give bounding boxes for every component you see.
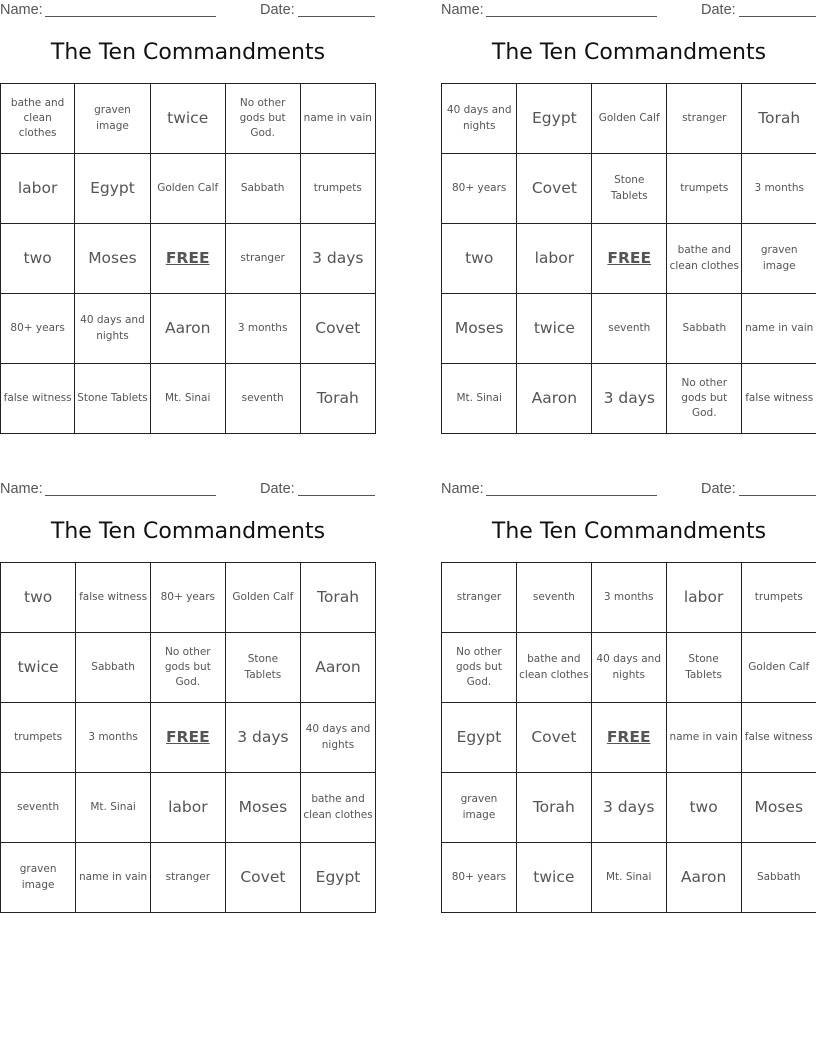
bingo-cell: Torah — [516, 773, 591, 843]
bingo-cell: Moses — [75, 224, 150, 294]
bingo-cell: labor — [666, 563, 741, 633]
date-line — [298, 495, 375, 496]
bingo-cell: Sabbath — [667, 294, 742, 364]
bingo-cell: No other gods but God. — [442, 633, 517, 703]
bingo-cell: false witness — [1, 364, 75, 434]
free-space: FREE — [591, 703, 666, 773]
bingo-cell: twice — [517, 294, 592, 364]
bingo-cell: bathe and clean clothes — [516, 633, 591, 703]
card-title: The Ten Commandments — [491, 519, 767, 544]
grid-row — [442, 294, 816, 364]
bingo-cell: seventh — [592, 294, 667, 364]
bingo-cell: trumpets — [667, 154, 742, 224]
bingo-cell: Stone Tablets — [75, 364, 150, 434]
bingo-cell: false witness — [76, 563, 151, 633]
name-line — [45, 495, 216, 496]
grid-row — [1, 633, 376, 703]
date-label: Date: — [260, 481, 295, 497]
bingo-cell: No other gods but God. — [225, 84, 300, 154]
bingo-cell: bathe and clean clothes — [301, 773, 376, 843]
bingo-cell: trumpets — [1, 703, 76, 773]
bingo-cell: Egypt — [301, 843, 376, 913]
date-label: Date: — [701, 2, 736, 18]
grid-row — [1, 154, 376, 224]
bingo-cell: labor — [517, 224, 592, 294]
bingo-cell: 3 months — [76, 703, 151, 773]
bingo-cell: two — [1, 224, 75, 294]
bingo-cell: trumpets — [300, 154, 375, 224]
bingo-cell: Aaron — [517, 364, 592, 434]
bingo-cell: Golden Calf — [592, 84, 667, 154]
name-label: Name: — [441, 2, 484, 18]
grid-row — [1, 364, 376, 434]
bingo-cell: 80+ years — [442, 843, 517, 913]
bingo-cell: Mt. Sinai — [76, 773, 151, 843]
grid-row — [1, 294, 376, 364]
grid-row — [442, 84, 816, 154]
grid-row — [442, 843, 816, 913]
bingo-cell: Aaron — [150, 294, 225, 364]
bingo-cell: No other gods but God. — [150, 633, 225, 703]
bingo-cell: Moses — [442, 294, 517, 364]
bingo-cell: trumpets — [741, 563, 816, 633]
bingo-cell: Mt. Sinai — [442, 364, 517, 434]
bingo-cell: 40 days and nights — [75, 294, 150, 364]
name-label: Name: — [0, 2, 43, 18]
bingo-cell: twice — [150, 84, 225, 154]
bingo-cell: 3 days — [300, 224, 375, 294]
date-line — [739, 495, 816, 496]
bingo-cell: labor — [1, 154, 75, 224]
bingo-cell: seventh — [1, 773, 76, 843]
date-line — [298, 16, 375, 17]
bingo-cell: seventh — [516, 563, 591, 633]
bingo-cell: Torah — [300, 364, 375, 434]
card-header — [441, 479, 816, 501]
bingo-cell: graven image — [742, 224, 816, 294]
bingo-cell: two — [442, 224, 517, 294]
bingo-cell: Sabbath — [225, 154, 300, 224]
bingo-cell: Stone Tablets — [666, 633, 741, 703]
bingo-cell: graven image — [75, 84, 150, 154]
bingo-cell: Aaron — [666, 843, 741, 913]
bingo-cell: 80+ years — [442, 154, 517, 224]
bingo-cell: Golden Calf — [150, 154, 225, 224]
bingo-cell: Golden Calf — [741, 633, 816, 703]
grid-row — [442, 773, 816, 843]
bingo-grid — [441, 83, 816, 434]
grid-row — [442, 154, 816, 224]
bingo-grid — [0, 83, 376, 434]
card-title: The Ten Commandments — [491, 40, 767, 65]
bingo-cell: stranger — [667, 84, 742, 154]
bingo-grid — [441, 562, 816, 913]
bingo-cell: Aaron — [301, 633, 376, 703]
card-title: The Ten Commandments — [50, 519, 326, 544]
bingo-cell: stranger — [442, 563, 517, 633]
bingo-cell: 3 days — [592, 364, 667, 434]
bingo-cell: Covet — [300, 294, 375, 364]
bingo-cell: Sabbath — [741, 843, 816, 913]
bingo-cell: seventh — [225, 364, 300, 434]
bingo-cell: Moses — [225, 773, 300, 843]
grid-row — [442, 633, 816, 703]
bingo-cell: 3 months — [742, 154, 816, 224]
bingo-cell: twice — [1, 633, 76, 703]
grid-row — [1, 563, 376, 633]
free-space: FREE — [150, 224, 225, 294]
bingo-cell: labor — [150, 773, 225, 843]
bingo-cell: graven image — [1, 843, 76, 913]
bingo-cell: bathe and clean clothes — [667, 224, 742, 294]
bingo-cell: name in vain — [666, 703, 741, 773]
card-header — [0, 0, 376, 22]
bingo-cell: Moses — [741, 773, 816, 843]
bingo-cell: two — [666, 773, 741, 843]
grid-row — [1, 84, 376, 154]
grid-row — [1, 703, 376, 773]
bingo-cell: Covet — [517, 154, 592, 224]
bingo-cell: Golden Calf — [225, 563, 300, 633]
grid-row — [442, 224, 816, 294]
card-header — [0, 479, 376, 501]
card-header — [441, 0, 816, 22]
bingo-cell: Egypt — [442, 703, 517, 773]
bingo-cell: Sabbath — [76, 633, 151, 703]
grid-row — [442, 364, 816, 434]
bingo-cell: 3 months — [225, 294, 300, 364]
bingo-cell: 80+ years — [150, 563, 225, 633]
name-label: Name: — [0, 481, 43, 497]
grid-row — [1, 843, 376, 913]
bingo-cell: Covet — [225, 843, 300, 913]
bingo-cell: Stone Tablets — [225, 633, 300, 703]
bingo-cell: stranger — [150, 843, 225, 913]
bingo-cell: graven image — [442, 773, 517, 843]
bingo-cell: 40 days and nights — [591, 633, 666, 703]
bingo-cell: No other gods but God. — [667, 364, 742, 434]
free-space: FREE — [150, 703, 225, 773]
bingo-cell: two — [1, 563, 76, 633]
bingo-cell: twice — [516, 843, 591, 913]
bingo-cell: name in vain — [300, 84, 375, 154]
bingo-cell: 3 months — [591, 563, 666, 633]
bingo-cell: Stone Tablets — [592, 154, 667, 224]
bingo-cell: Covet — [516, 703, 591, 773]
bingo-cell: name in vain — [76, 843, 151, 913]
bingo-cell: stranger — [225, 224, 300, 294]
bingo-cell: Mt. Sinai — [591, 843, 666, 913]
name-line — [45, 16, 216, 17]
name-label: Name: — [441, 481, 484, 497]
bingo-cell: false witness — [742, 364, 816, 434]
bingo-cell: 80+ years — [1, 294, 75, 364]
bingo-cell: Egypt — [517, 84, 592, 154]
bingo-cell: false witness — [741, 703, 816, 773]
bingo-cell: 3 days — [591, 773, 666, 843]
bingo-cell: Torah — [742, 84, 816, 154]
date-label: Date: — [701, 481, 736, 497]
grid-row — [442, 563, 816, 633]
bingo-cell: 3 days — [225, 703, 300, 773]
name-line — [486, 495, 657, 496]
bingo-cell: 40 days and nights — [442, 84, 517, 154]
grid-row — [1, 773, 376, 843]
date-label: Date: — [260, 2, 295, 18]
bingo-cell: Egypt — [75, 154, 150, 224]
bingo-cell: 40 days and nights — [301, 703, 376, 773]
bingo-cell: Mt. Sinai — [150, 364, 225, 434]
name-line — [486, 16, 657, 17]
bingo-grid — [0, 562, 376, 913]
bingo-cell: bathe and clean clothes — [1, 84, 75, 154]
bingo-cell: name in vain — [742, 294, 816, 364]
date-line — [739, 16, 816, 17]
grid-row — [1, 224, 376, 294]
free-space: FREE — [592, 224, 667, 294]
card-title: The Ten Commandments — [50, 40, 326, 65]
bingo-cell: Torah — [301, 563, 376, 633]
grid-row — [442, 703, 816, 773]
